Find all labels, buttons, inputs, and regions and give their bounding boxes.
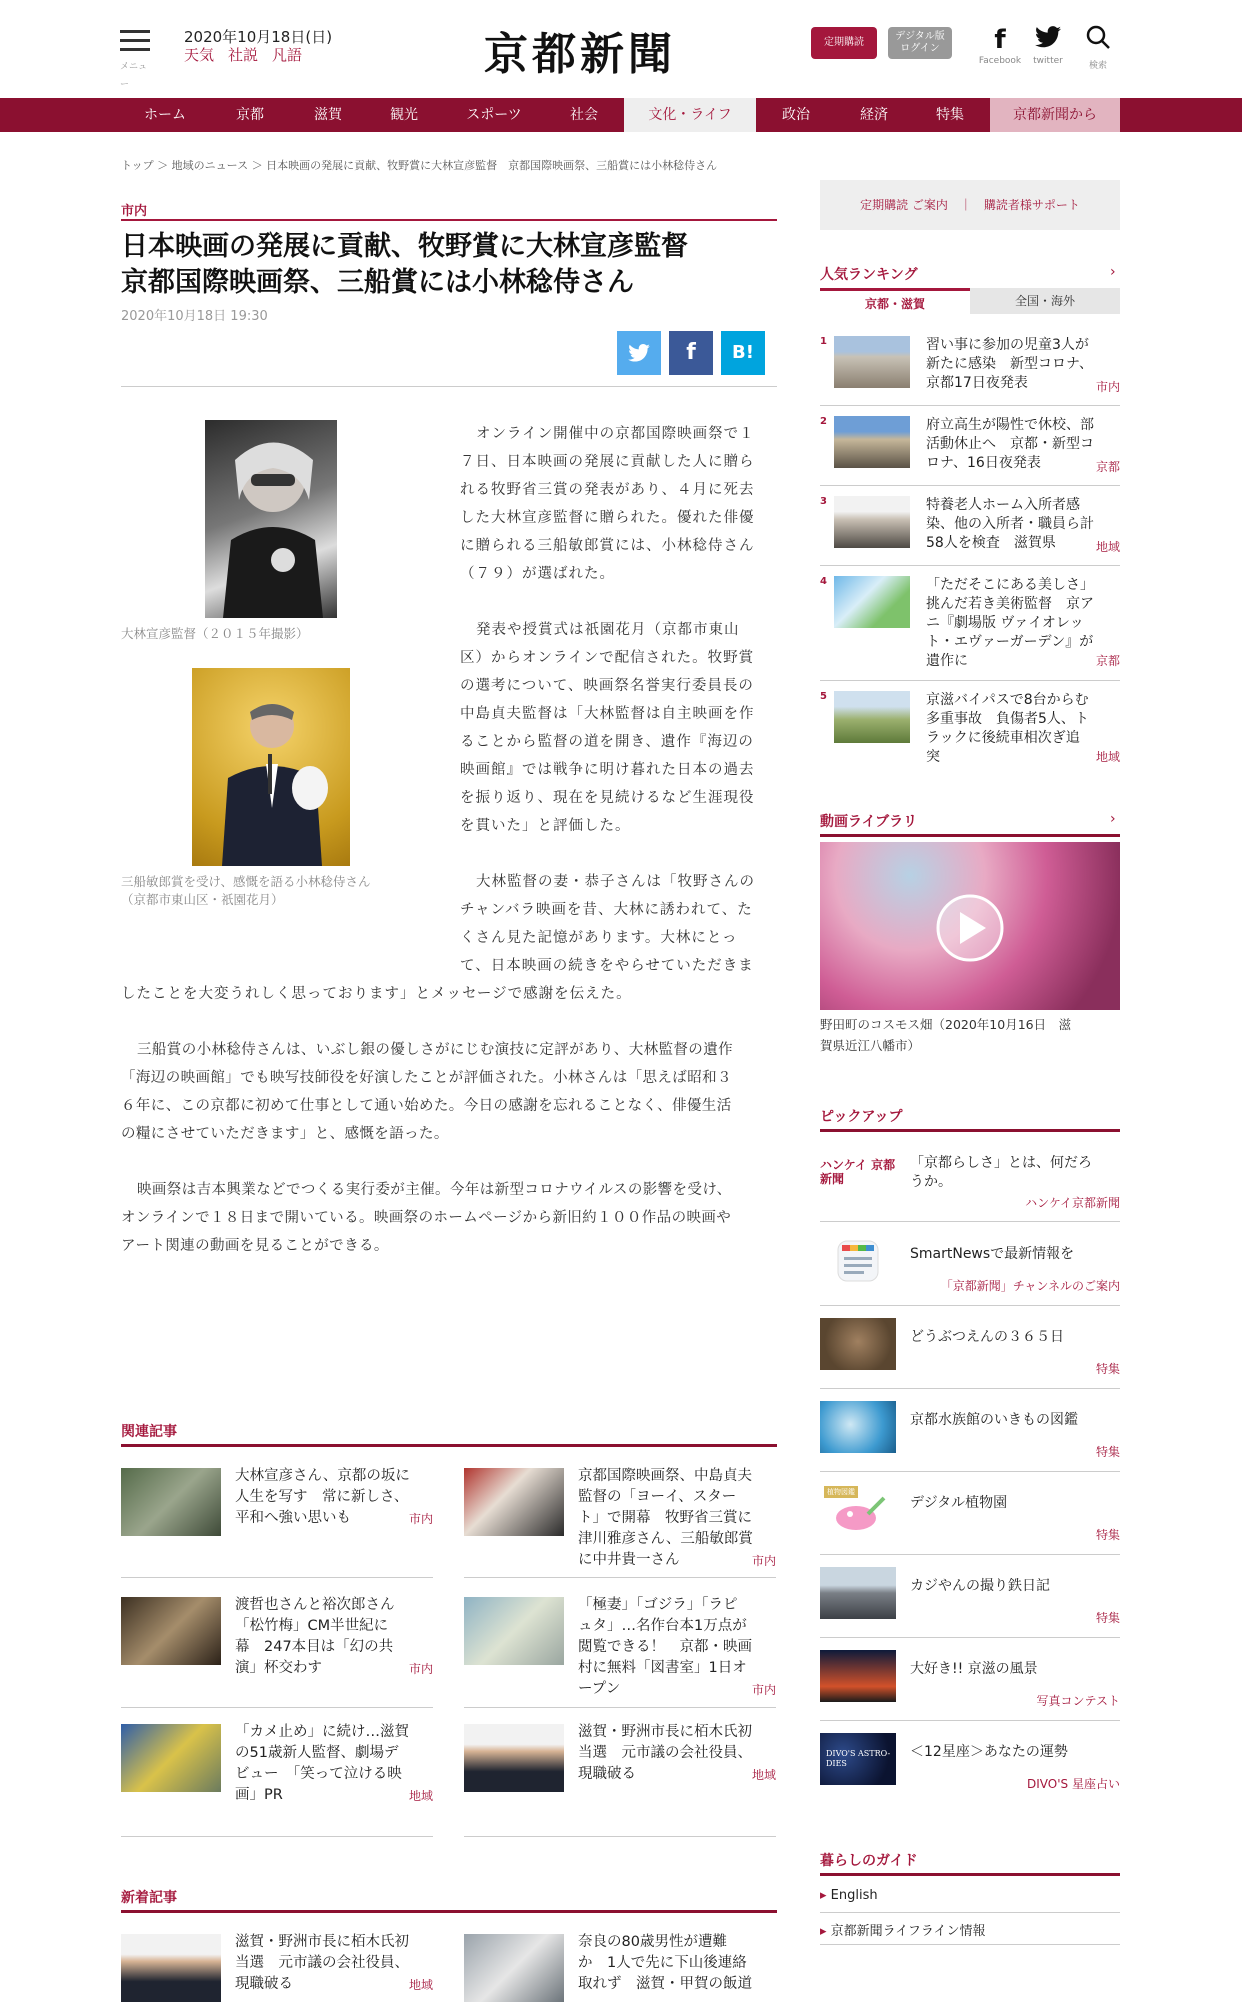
ranking-item[interactable] bbox=[820, 496, 1120, 556]
article-paragraph bbox=[121, 1036, 781, 1148]
plant-icon bbox=[820, 1484, 896, 1536]
menu-button[interactable] bbox=[120, 30, 152, 90]
smartnews-icon bbox=[820, 1235, 896, 1287]
ranking-thumb bbox=[834, 496, 910, 548]
pickup-item[interactable] bbox=[820, 1235, 1120, 1297]
photo-kobayashi[interactable] bbox=[192, 668, 350, 866]
text-line: 映画祭は吉本興業などでつくる実行委が主催。今年は新型コロナウイルスの影響を受け、 bbox=[137, 1182, 732, 1198]
twitter-button[interactable] bbox=[1023, 24, 1073, 66]
article-paragraph bbox=[121, 1176, 781, 1260]
divider bbox=[820, 1637, 1120, 1638]
text-line: 「ただそこにある美しさ」 bbox=[926, 577, 1094, 593]
header-date: 2020年10月18日(日) bbox=[184, 28, 333, 46]
divider bbox=[820, 565, 1120, 566]
text-line: どうぶつえんの３６５日 bbox=[910, 1329, 1064, 1345]
nav-culture-life[interactable]: 文化・ライフ bbox=[624, 98, 756, 132]
caption-line: 三船敏郎賞を受け、感慨を語る小林稔侍さん bbox=[121, 874, 371, 889]
ranking-item[interactable] bbox=[820, 416, 1120, 476]
related-thumb bbox=[121, 1597, 221, 1665]
text-line: 突 bbox=[926, 749, 940, 765]
text-line: の選考について、映画祭名誉実行委員長の bbox=[460, 678, 754, 694]
text-line: れる牧野省三賞の発表があり、４月に死去 bbox=[460, 482, 755, 498]
article-tag: 地域 bbox=[751, 1768, 776, 1782]
text-line: ラックに後続車相次ぎ追 bbox=[926, 730, 1080, 746]
digital-label: デジタル版 bbox=[895, 31, 945, 42]
nav-features[interactable]: 特集 bbox=[936, 107, 964, 123]
text-line: 渡哲也さんと裕次郎さん bbox=[235, 1597, 395, 1613]
guide-heading: 暮らしのガイド bbox=[820, 1853, 918, 1869]
text-line: ュタ」…名作台本1万点が bbox=[578, 1618, 747, 1634]
date-box bbox=[184, 28, 332, 64]
bongo-link[interactable]: 凡語 bbox=[272, 46, 303, 64]
rank-number: 4 bbox=[820, 576, 827, 587]
divos-logo: DIVO'S ASTRO-DIES bbox=[820, 1733, 896, 1785]
guide-link-lifeline[interactable] bbox=[820, 1920, 986, 1939]
related-heading: 関連記事 bbox=[121, 1424, 177, 1440]
video-heading: 動画ライブラリ bbox=[820, 814, 918, 830]
ranking-thumb bbox=[834, 691, 910, 743]
text-line: 京都17日夜発表 bbox=[926, 375, 1028, 391]
text-line: 新たに感染 新型コロナ、 bbox=[926, 356, 1094, 372]
latest-thumb bbox=[121, 1934, 221, 2002]
menu-icon-bar bbox=[120, 48, 150, 51]
search-label: 検索 bbox=[1088, 61, 1107, 71]
text-line: 京都水族館のいきもの図鑑 bbox=[910, 1412, 1078, 1428]
tab-national-overseas[interactable]: 全国・海外 bbox=[970, 288, 1120, 314]
divider bbox=[121, 1707, 433, 1708]
pickup-tag: 特集 bbox=[1095, 1528, 1120, 1542]
text-line: に贈られる三船敏郎賞には、小林稔侍さん bbox=[460, 538, 755, 554]
subscription-links[interactable]: 定期購読 ご案内 ｜ 購読者様サポート bbox=[820, 180, 1120, 230]
page-title bbox=[121, 229, 781, 301]
article-tag: 市内 bbox=[408, 1662, 433, 1676]
nav-politics[interactable]: 政治 bbox=[782, 107, 810, 123]
related-article[interactable] bbox=[121, 1724, 433, 1824]
text-line: ＜12星座＞あなたの運勢 bbox=[910, 1744, 1068, 1760]
text-line: 58人を検査 滋賀県 bbox=[926, 535, 1056, 551]
pickup-item[interactable] bbox=[820, 1401, 1120, 1463]
related-article[interactable] bbox=[121, 1468, 433, 1568]
link-label: 京都新聞ライフライン情報 bbox=[830, 1924, 986, 1939]
twitter-icon bbox=[628, 344, 650, 362]
facebook-label: Facebook bbox=[978, 56, 1022, 66]
title-line: 京都国際映画祭、三船賞には小林稔侍さん bbox=[121, 267, 634, 298]
site-header bbox=[0, 0, 1242, 98]
menu-icon-bar bbox=[120, 39, 150, 42]
text-line: 現職破る bbox=[235, 1976, 293, 1992]
subscribe-button[interactable]: 定期購読 bbox=[811, 27, 877, 59]
text-line: チャンバラ映画を昔、大林に誘われて、た bbox=[460, 902, 753, 918]
pickup-item[interactable] bbox=[820, 1484, 1120, 1546]
divider bbox=[464, 1577, 776, 1578]
text-line: 人生を写す 常に新しさ、 bbox=[235, 1489, 409, 1505]
text-line: て、日本映画の続きをやらせていただきま bbox=[460, 958, 754, 974]
divider bbox=[820, 1221, 1120, 1222]
text-line: 監督の「ヨーイ、スター bbox=[578, 1489, 737, 1505]
divider bbox=[820, 1471, 1120, 1472]
article-tag: 京都 bbox=[1095, 460, 1120, 474]
rank-number: 3 bbox=[820, 496, 827, 507]
hankei-logo: ハンケイ 京都新聞 bbox=[820, 1158, 896, 1186]
plant-badge: 植物図鑑 bbox=[824, 1486, 858, 1498]
text-line: ６年に、この京都に初めて仕事として通い始めた。今日の感謝を忘れることなく、俳優生活 bbox=[121, 1098, 732, 1114]
text-line: 「極妻」「ゴジラ」「ラピ bbox=[578, 1597, 738, 1613]
text-line: カジやんの撮り鉄日記 bbox=[910, 1578, 1050, 1594]
tab-kyoto-shiga[interactable]: 京都・滋賀 bbox=[820, 288, 970, 314]
text-line: ープン bbox=[578, 1681, 621, 1697]
text-line: した大林宣彦監督に贈られた。優れた俳優 bbox=[460, 510, 755, 526]
article-category[interactable]: 市内 bbox=[121, 204, 148, 219]
pickup-thumb bbox=[820, 1401, 896, 1453]
text-line: を振り返り、現在を見続けるなど生涯現役 bbox=[460, 790, 755, 806]
related-thumb bbox=[121, 1468, 221, 1536]
text-line: 幕 247本目は「幻の共 bbox=[235, 1639, 394, 1655]
section-divider bbox=[121, 1444, 777, 1447]
text-line: 画」PR bbox=[235, 1787, 283, 1803]
pickup-tag: 特集 bbox=[1095, 1362, 1120, 1376]
rank-number: 5 bbox=[820, 691, 827, 702]
rank-number: 2 bbox=[820, 416, 827, 427]
editorial-link[interactable]: 社説 bbox=[228, 46, 259, 64]
pickup-tag: DIVO'S 星座占い bbox=[1027, 1777, 1120, 1791]
text-line: 当選 元市議の会社役員、 bbox=[578, 1745, 752, 1761]
text-line: ビュー 「笑って泣ける映 bbox=[235, 1766, 402, 1782]
text-line: ロナ、16日夜発表 bbox=[926, 455, 1041, 471]
nav-from-kyoto-np[interactable]: 京都新聞から bbox=[990, 98, 1120, 132]
guide-link-english[interactable] bbox=[820, 1888, 878, 1903]
text-line: 当選 元市議の会社役員、 bbox=[235, 1955, 409, 1971]
text-line: 滋賀・野洲市長に栢木氏初 bbox=[578, 1724, 752, 1740]
text-line: 村に無料「図書室」1日オ bbox=[578, 1660, 747, 1676]
text-line: か 1人で先に下山後連絡 bbox=[578, 1955, 747, 1971]
pickup-tag: ハンケイ京都新聞 bbox=[1025, 1196, 1120, 1210]
divider bbox=[820, 680, 1120, 681]
ranking-item[interactable] bbox=[820, 691, 1120, 771]
related-article[interactable] bbox=[121, 1597, 433, 1697]
text-line: 滋賀・野洲市長に栢木氏初 bbox=[235, 1934, 409, 1950]
video-caption bbox=[820, 1014, 1120, 1056]
text-line: 特養老人ホーム入所者感 bbox=[926, 497, 1080, 513]
text-line: ト」で開幕 牧野省三賞に bbox=[578, 1510, 752, 1526]
text-line: アート関連の動画を見ることができる。 bbox=[121, 1238, 389, 1254]
divider bbox=[121, 386, 777, 387]
chevron-right-icon: ▸ bbox=[820, 1924, 827, 1939]
text-line: 「松竹梅」CM半世紀に bbox=[235, 1618, 389, 1634]
article-tag: 地域 bbox=[1095, 750, 1120, 764]
text-line: 遺作に bbox=[926, 653, 968, 669]
text-line: うか。 bbox=[910, 1174, 952, 1190]
text-line: 平和へ強い思いも bbox=[235, 1510, 351, 1526]
caption-line: （京都市東山区・祇園花月） bbox=[121, 892, 284, 907]
text-line: 「カメ止め」に続け…滋賀 bbox=[235, 1724, 409, 1740]
weather-link[interactable]: 天気 bbox=[184, 46, 215, 64]
divider bbox=[464, 1707, 776, 1708]
divider bbox=[820, 405, 1120, 406]
ranking-item[interactable] bbox=[820, 576, 1120, 676]
related-article[interactable] bbox=[464, 1597, 776, 1697]
section-divider bbox=[820, 1873, 1120, 1876]
pickup-tag: 写真コンテスト bbox=[1036, 1694, 1120, 1708]
search-button[interactable] bbox=[1073, 24, 1123, 71]
ranking-thumb bbox=[834, 416, 910, 468]
article-tag: 市内 bbox=[751, 1683, 776, 1697]
divider bbox=[820, 1305, 1120, 1306]
article-tag: 市内 bbox=[408, 1512, 433, 1526]
ranking-thumb bbox=[834, 336, 910, 388]
twitter-label: twitter bbox=[1033, 56, 1063, 66]
text-line: 染、他の入所者・職員ら計 bbox=[926, 516, 1094, 532]
article-tag: 市内 bbox=[1095, 380, 1120, 394]
divider bbox=[464, 1836, 776, 1837]
divider bbox=[121, 1836, 433, 1837]
divider bbox=[121, 1577, 433, 1578]
text-line: 「京都らしさ」とは、何だろ bbox=[910, 1155, 1092, 1171]
divider bbox=[820, 485, 1120, 486]
text-line: 映画館』では戦争に明け暮れた日本の過去 bbox=[460, 762, 755, 778]
menu-icon bbox=[120, 30, 150, 33]
text-line: ７日、日本映画の発展に貢献した人に贈ら bbox=[460, 454, 755, 470]
pickup-tag: 「京都新聞」チャンネルのご案内 bbox=[940, 1279, 1120, 1293]
ranking-thumb bbox=[834, 576, 910, 628]
nav-shiga[interactable]: 滋賀 bbox=[314, 107, 342, 123]
text-line: に中井貴一さん bbox=[578, 1552, 680, 1568]
menu-label: メニュー bbox=[120, 62, 148, 90]
section-divider bbox=[820, 834, 1120, 837]
photo-caption bbox=[121, 873, 441, 909]
facebook-icon: f bbox=[994, 25, 1006, 55]
text-line: 閲覧できる！ 京都・映画 bbox=[578, 1639, 752, 1655]
nav-society[interactable]: 社会 bbox=[570, 107, 598, 123]
text-line: デジタル植物園 bbox=[910, 1495, 1008, 1511]
section-divider bbox=[121, 1910, 777, 1913]
pickup-heading: ピックアップ bbox=[820, 1109, 903, 1125]
caption-line: 賀県近江八幡市） bbox=[820, 1038, 921, 1053]
divider bbox=[820, 1388, 1120, 1389]
text-line: 府立高生が陽性で休校、部 bbox=[926, 417, 1094, 433]
login-label: ログイン bbox=[900, 43, 940, 54]
divider bbox=[820, 1720, 1120, 1721]
text-line: 中島貞夫監督は「大林監督は自主映画を作 bbox=[460, 706, 755, 722]
breadcrumb[interactable]: トップ ＞ 地域のニュース ＞ 日本映画の発展に貢献、牧野賞に大林宣彦監督 京都国際映画祭、三船賞には小林稔侍さん bbox=[121, 159, 718, 172]
photo-caption: 大林宣彦監督（２０１５年撮影） bbox=[121, 626, 309, 641]
latest-thumb bbox=[464, 1934, 564, 2002]
article-paragraph bbox=[460, 868, 780, 980]
text-line: 活動休止へ 京都・新型コ bbox=[926, 436, 1094, 452]
search-icon bbox=[1073, 24, 1123, 58]
nav-home[interactable]: ホーム bbox=[144, 107, 186, 123]
twitter-icon bbox=[1023, 24, 1073, 56]
section-divider bbox=[820, 1129, 1120, 1132]
text-line: 演」杯交わす bbox=[235, 1660, 322, 1676]
text-line: 多重事故 負傷者5人、ト bbox=[926, 711, 1089, 727]
article-paragraph: したことを大変うれしく思っております」とメッセージで感謝を伝えた。 bbox=[121, 986, 632, 1002]
pickup-item[interactable] bbox=[820, 1567, 1120, 1629]
pickup-item[interactable] bbox=[820, 1733, 1120, 1795]
ranking-heading: 人気ランキング bbox=[820, 267, 918, 283]
chevron-right-icon[interactable]: › bbox=[1110, 264, 1116, 280]
text-line: 大林監督の妻・恭子さんは「牧野さんの bbox=[476, 874, 755, 890]
pickup-thumb bbox=[820, 1318, 896, 1370]
text-line: 取れず 滋賀・甲賀の飯道 bbox=[578, 1976, 752, 1992]
text-line: 津川雅彦さん、三船敏郎賞 bbox=[578, 1531, 753, 1547]
latest-article[interactable] bbox=[464, 1934, 776, 2000]
text-line: 習い事に参加の児童3人が bbox=[926, 337, 1089, 353]
divider bbox=[820, 1912, 1120, 1913]
text-line: 挑んだ若き美術監督 京ア bbox=[926, 596, 1094, 612]
article-tag: 京都 bbox=[1095, 654, 1120, 668]
pickup-tag: 特集 bbox=[1095, 1445, 1120, 1459]
category-divider bbox=[121, 219, 777, 221]
text-line: ニ『劇場版 ヴァイオレッ bbox=[926, 615, 1084, 631]
text-line: 京滋バイパスで8台からむ bbox=[926, 692, 1089, 708]
pickup-item[interactable] bbox=[820, 1318, 1120, 1380]
text-line: ト・エヴァーガーデン』が bbox=[926, 634, 1094, 650]
text-line: くさん見た記憶があります。大林にとっ bbox=[460, 930, 738, 946]
article-tag: 地域 bbox=[408, 1789, 433, 1803]
digital-login-button[interactable] bbox=[888, 27, 952, 59]
text-line: 三船賞の小林稔侍さんは、いぶし銀の優しさがにじむ演技に定評があり、大林監督の遺作 bbox=[137, 1042, 733, 1058]
text-line: 奈良の80歳男性が遭難 bbox=[578, 1934, 727, 1950]
related-article[interactable] bbox=[464, 1724, 776, 1824]
text-line: オンライン開催中の京都国際映画祭で１ bbox=[476, 426, 755, 442]
related-thumb bbox=[121, 1724, 221, 1792]
main-nav bbox=[0, 98, 1242, 132]
pickup-item[interactable] bbox=[820, 1650, 1120, 1712]
related-thumb bbox=[464, 1468, 564, 1536]
photo-obayashi[interactable] bbox=[205, 420, 337, 618]
text-line: （７９）が選ばれた。 bbox=[460, 566, 615, 582]
nav-sports[interactable]: スポーツ bbox=[466, 107, 522, 123]
latest-heading: 新着記事 bbox=[121, 1890, 177, 1906]
article-tag: 地域 bbox=[408, 1978, 433, 1992]
text-line: の糧にさせていただきます」と、感慨を語った。 bbox=[121, 1126, 449, 1142]
chevron-right-icon: ▸ bbox=[820, 1888, 827, 1903]
text-line: SmartNewsで最新情報を bbox=[910, 1246, 1075, 1262]
share-hatena-button[interactable]: B! bbox=[721, 331, 765, 375]
divider bbox=[820, 1554, 1120, 1555]
ranking-item[interactable] bbox=[820, 336, 1120, 396]
text-line: の51歳新人監督、劇場デ bbox=[235, 1745, 399, 1761]
article-paragraph bbox=[460, 616, 780, 840]
facebook-button[interactable] bbox=[975, 24, 1025, 66]
share-twitter-button[interactable] bbox=[617, 331, 661, 375]
text-line: 大林宣彦さん、京都の坂に bbox=[235, 1468, 410, 1484]
nav-economy[interactable]: 経済 bbox=[860, 107, 888, 123]
pickup-thumb bbox=[820, 1650, 896, 1702]
publish-date: 2020年10月18日 19:30 bbox=[121, 309, 268, 324]
text-line: 区）からオンラインで配信された。牧野賞 bbox=[460, 650, 755, 666]
rank-number: 1 bbox=[820, 336, 827, 347]
pickup-tag: 特集 bbox=[1095, 1611, 1120, 1625]
text-line: オンラインで１８日まで開いている。映画祭のホームページから新旧約１００作品の映画や bbox=[121, 1210, 732, 1226]
video-thumbnail[interactable] bbox=[820, 842, 1120, 1010]
text-line: ることから監督の道を開き、遺作『海辺の bbox=[460, 734, 754, 750]
latest-article[interactable] bbox=[121, 1934, 433, 2000]
text-line: 「海辺の映画館」でも映写技師役を好演したことが評価された。小林さんは「思えば昭和３ bbox=[121, 1070, 732, 1086]
chevron-right-icon[interactable]: › bbox=[1110, 811, 1116, 827]
play-icon bbox=[820, 842, 1120, 1010]
text-line: 現職破る bbox=[578, 1766, 636, 1782]
title-line: 日本映画の発展に貢献、牧野賞に大林宣彦監督 bbox=[121, 231, 688, 262]
article-paragraph bbox=[460, 420, 780, 588]
pickup-item[interactable] bbox=[820, 1152, 1120, 1214]
nav-tourism[interactable]: 観光 bbox=[390, 107, 418, 123]
site-logo[interactable]: 京都新聞 bbox=[484, 29, 676, 80]
related-article[interactable] bbox=[464, 1468, 776, 1568]
nav-kyoto[interactable]: 京都 bbox=[236, 107, 264, 123]
pickup-thumb bbox=[820, 1567, 896, 1619]
text-line: 大好き!! 京滋の風景 bbox=[910, 1661, 1038, 1677]
divider bbox=[820, 1944, 1120, 1945]
article-tag: 市内 bbox=[751, 1554, 776, 1568]
share-facebook-button[interactable] bbox=[669, 331, 713, 375]
related-thumb bbox=[464, 1597, 564, 1665]
text-line: を貫いた」と評価した。 bbox=[460, 818, 631, 834]
caption-line: 野田町のコスモス畑（2020年10月16日 滋 bbox=[820, 1017, 1072, 1032]
facebook-icon: f bbox=[686, 340, 696, 365]
link-label: English bbox=[830, 1888, 878, 1903]
article-tag: 地域 bbox=[1095, 540, 1120, 554]
text-line: 発表や授賞式は祇園花月（京都市東山 bbox=[476, 622, 740, 638]
related-thumb bbox=[464, 1724, 564, 1792]
text-line: 京都国際映画祭、中島貞夫 bbox=[578, 1468, 752, 1484]
